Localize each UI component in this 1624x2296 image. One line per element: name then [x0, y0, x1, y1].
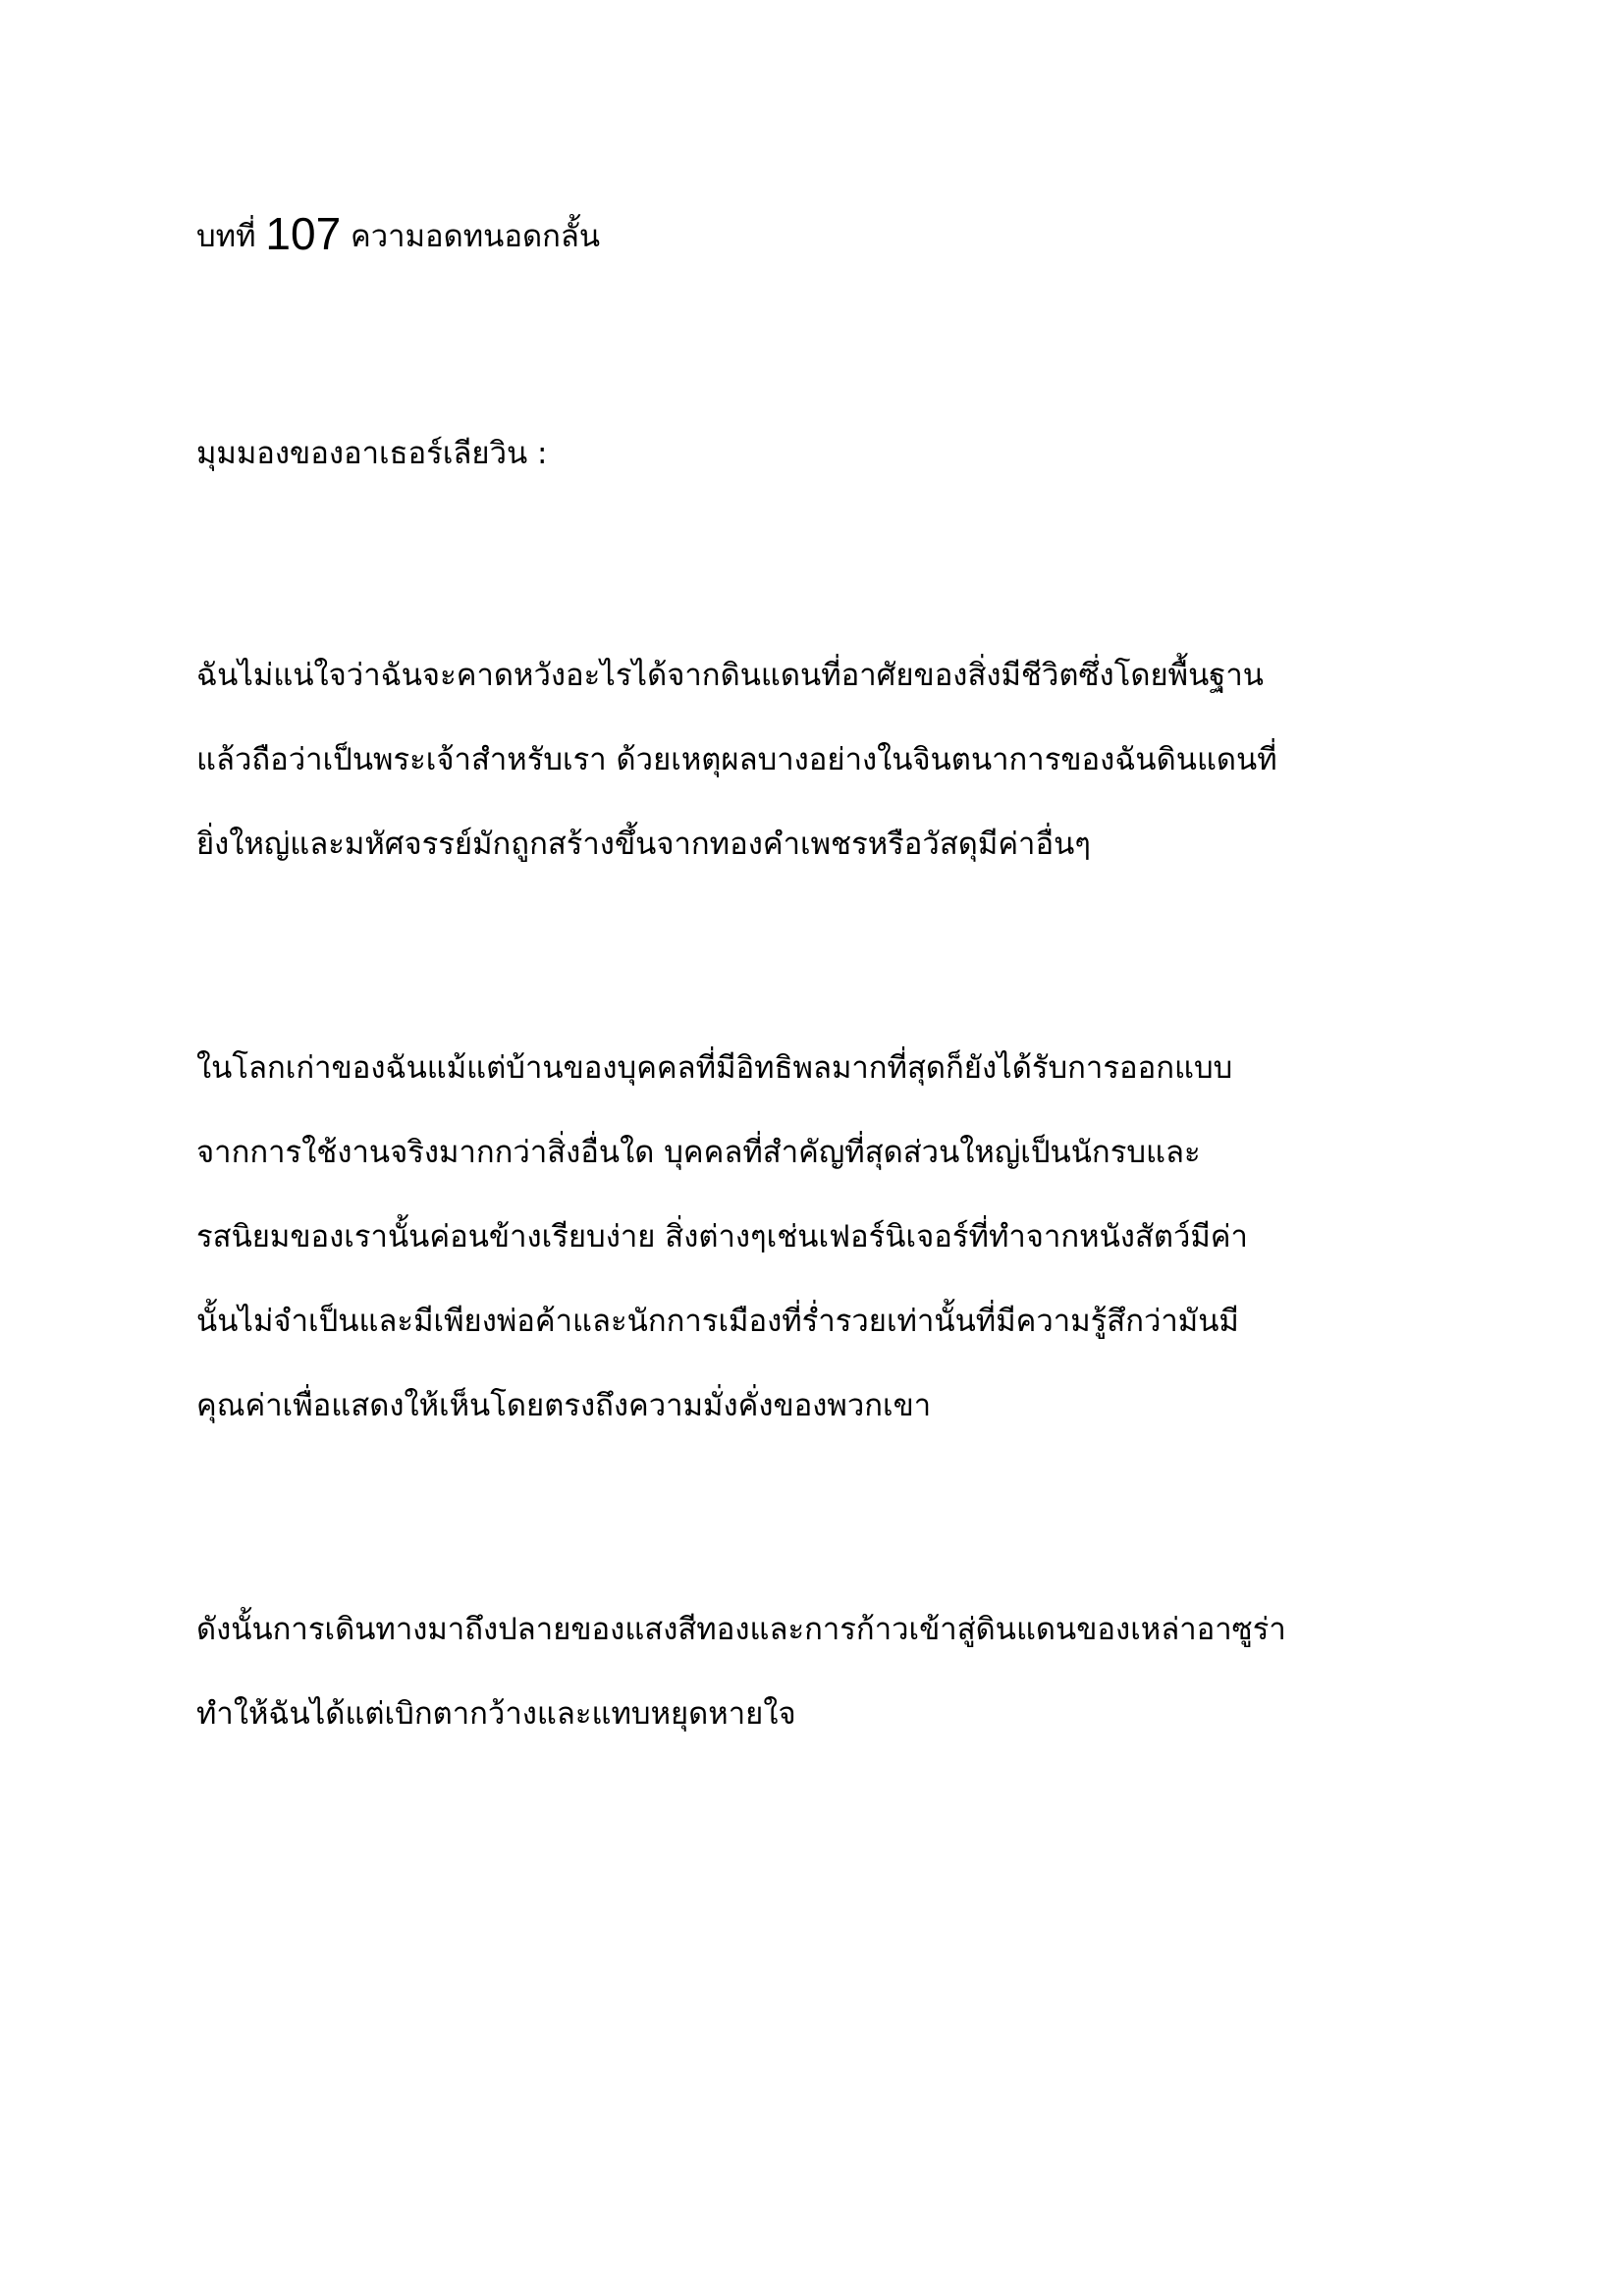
chapter-heading [196, 204, 600, 266]
paragraph-line: นั้นไม่จำเป็นและมีเพียงพ่อค้าและนักการเมืองที่ร่ำรวยเท่านั้นที่มีความรู้สึกว่ามันมี [196, 1304, 1239, 1339]
paragraph-line: ฉันไม่แน่ใจว่าฉันจะคาดหวังอะไรได้จากดินแดนที่อาศัยของสิ่งมีชีวิตซึ่งโดยพื้นฐาน [196, 658, 1264, 693]
chapter-number: 107 [265, 208, 342, 259]
pov-heading: มุมมองของอาเธอร์เลียวิน : [196, 436, 548, 471]
paragraph-line: รสนิยมของเรานั้นค่อนข้างเรียบง่าย สิ่งต่างๆเช่นเฟอร์นิเจอร์ที่ทำจากหนังสัตว์มีค่า [196, 1219, 1248, 1255]
paragraph-line: แล้วถือว่าเป็นพระเจ้าสำหรับเรา ด้วยเหตุผลบางอย่างในจินตนาการของฉันดินแดนที่ [196, 742, 1277, 777]
paragraph-line: จากการใช้งานจริงมากกว่าสิ่งอื่นใด บุคคลที่สำคัญที่สุดส่วนใหญ่เป็นนักรบและ [196, 1135, 1201, 1170]
paragraph-line: ในโลกเก่าของฉันแม้แต่บ้านของบุคคลที่มีอิทธิพลมากที่สุดก็ยังได้รับการออกแบบ [196, 1050, 1233, 1086]
chapter-title: ความอดทนอดกลั้น [351, 219, 601, 254]
paragraph-line: ดังนั้นการเดินทางมาถึงปลายของแสงสีทองและการก้าวเข้าสู่ดินแดนของเหล่าอาซูร่า [196, 1612, 1286, 1647]
paragraph-line: ยิ่งใหญ่และมหัศจรรย์มักถูกสร้างขึ้นจากทองคำเพชรหรือวัสดุมีค่าอื่นๆ [196, 827, 1091, 862]
chapter-prefix: บทที่ [196, 219, 256, 254]
paragraph-line: ทำให้ฉันได้แต่เบิกตากว้างและแทบหยุดหายใจ [196, 1696, 796, 1732]
paragraph-line: คุณค่าเพื่อแสดงให้เห็นโดยตรงถึงความมั่งคั่งของพวกเขา [196, 1388, 932, 1423]
